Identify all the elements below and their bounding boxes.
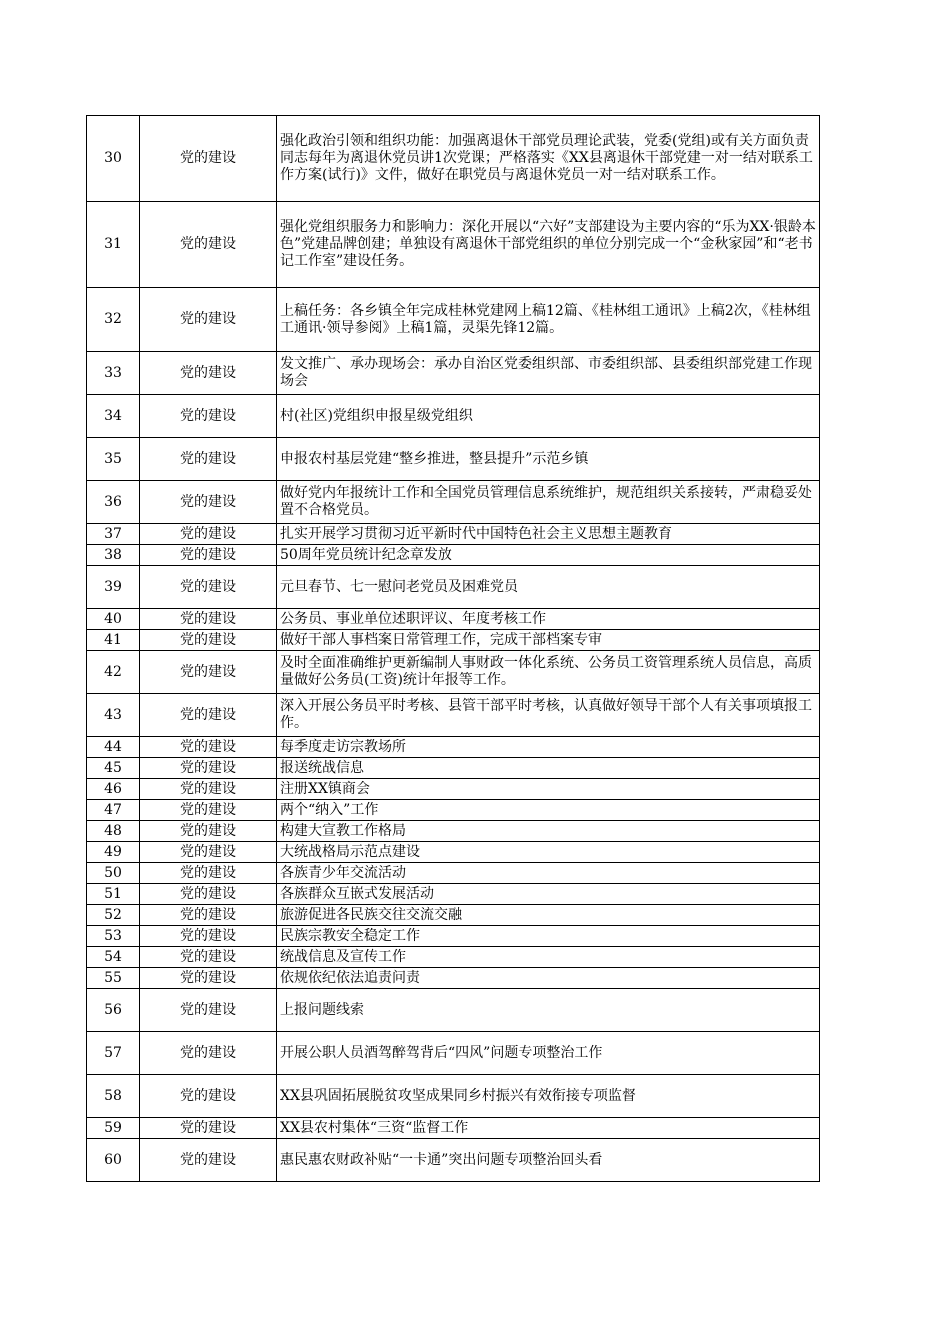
row-category-cell: 党的建设 xyxy=(140,758,277,779)
table-row xyxy=(87,438,820,481)
table-row xyxy=(87,1032,820,1075)
row-category-cell: 党的建设 xyxy=(140,609,277,630)
row-task-cell: 每季度走访宗教场所 xyxy=(277,737,820,758)
row-task-cell: 两个“纳入”工作 xyxy=(277,800,820,821)
row-number-cell: 41 xyxy=(87,630,140,651)
row-task-cell: 深入开展公务员平时考核、县管干部平时考核，认真做好领导干部个人有关事项填报工作。 xyxy=(277,694,820,737)
row-task-cell: 申报农村基层党建“整乡推进，整县提升”示范乡镇 xyxy=(277,438,820,481)
row-number-cell: 46 xyxy=(87,779,140,800)
row-number-cell: 57 xyxy=(87,1032,140,1075)
row-number-cell: 45 xyxy=(87,758,140,779)
row-task-cell: 大统战格局示范点建设 xyxy=(277,842,820,863)
table-row xyxy=(87,545,820,566)
row-number-cell: 36 xyxy=(87,481,140,524)
row-category-cell: 党的建设 xyxy=(140,737,277,758)
row-number-cell: 52 xyxy=(87,905,140,926)
row-task-cell: 旅游促进各民族交往交流交融 xyxy=(277,905,820,926)
row-task-cell: 50周年党员统计纪念章发放 xyxy=(277,545,820,566)
table-row xyxy=(87,395,820,438)
table-row xyxy=(87,1139,820,1182)
row-task-cell: 各族群众互嵌式发展活动 xyxy=(277,884,820,905)
row-task-cell: 强化党组织服务力和影响力：深化开展以“六好”支部建设为主要内容的“乐为XX·银龄本色”党建品牌创建；单独设有离退休干部党组织的单位分别完成一个“金秋家园”和“老书记工作室”建设任务。 xyxy=(277,202,820,288)
row-task-cell: 统战信息及宣传工作 xyxy=(277,947,820,968)
row-task-cell: 村(社区)党组织申报星级党组织 xyxy=(277,395,820,438)
table-row xyxy=(87,926,820,947)
row-number-cell: 43 xyxy=(87,694,140,737)
table-row xyxy=(87,630,820,651)
table-row xyxy=(87,609,820,630)
row-number-cell: 59 xyxy=(87,1118,140,1139)
row-category-cell: 党的建设 xyxy=(140,524,277,545)
row-number-cell: 38 xyxy=(87,545,140,566)
row-number-cell: 56 xyxy=(87,989,140,1032)
row-task-cell: 民族宗教安全稳定工作 xyxy=(277,926,820,947)
row-category-cell: 党的建设 xyxy=(140,989,277,1032)
row-task-cell: 元旦春节、七一慰问老党员及困难党员 xyxy=(277,566,820,609)
row-number-cell: 42 xyxy=(87,651,140,694)
task-table xyxy=(86,115,820,1182)
row-category-cell: 党的建设 xyxy=(140,1118,277,1139)
row-category-cell: 党的建设 xyxy=(140,968,277,989)
row-task-cell: 及时全面准确维护更新编制人事财政一体化系统、公务员工资管理系统人员信息，高质量做好公务员(工资)统计年报等工作。 xyxy=(277,651,820,694)
row-number-cell: 49 xyxy=(87,842,140,863)
table-row xyxy=(87,202,820,288)
row-number-cell: 47 xyxy=(87,800,140,821)
row-number-cell: 60 xyxy=(87,1139,140,1182)
table-row xyxy=(87,821,820,842)
table-row xyxy=(87,566,820,609)
row-category-cell: 党的建设 xyxy=(140,651,277,694)
row-task-cell: 报送统战信息 xyxy=(277,758,820,779)
row-task-cell: 注册XX镇商会 xyxy=(277,779,820,800)
row-number-cell: 32 xyxy=(87,288,140,352)
row-category-cell: 党的建设 xyxy=(140,630,277,651)
row-number-cell: 51 xyxy=(87,884,140,905)
row-number-cell: 31 xyxy=(87,202,140,288)
table-row xyxy=(87,1075,820,1118)
table-row xyxy=(87,989,820,1032)
row-category-cell: 党的建设 xyxy=(140,395,277,438)
row-category-cell: 党的建设 xyxy=(140,288,277,352)
row-number-cell: 48 xyxy=(87,821,140,842)
table-row xyxy=(87,737,820,758)
row-task-cell: 构建大宣教工作格局 xyxy=(277,821,820,842)
row-task-cell: 上报问题线索 xyxy=(277,989,820,1032)
row-task-cell: XX县巩固拓展脱贫攻坚成果同乡村振兴有效衔接专项监督 xyxy=(277,1075,820,1118)
row-number-cell: 34 xyxy=(87,395,140,438)
row-number-cell: 39 xyxy=(87,566,140,609)
row-number-cell: 40 xyxy=(87,609,140,630)
table-row xyxy=(87,651,820,694)
row-category-cell: 党的建设 xyxy=(140,202,277,288)
row-number-cell: 55 xyxy=(87,968,140,989)
row-category-cell: 党的建设 xyxy=(140,821,277,842)
row-number-cell: 35 xyxy=(87,438,140,481)
row-category-cell: 党的建设 xyxy=(140,947,277,968)
row-task-cell: 做好党内年报统计工作和全国党员管理信息系统维护，规范组织关系接转，严肃稳妥处置不合格党员。 xyxy=(277,481,820,524)
row-category-cell: 党的建设 xyxy=(140,1075,277,1118)
row-number-cell: 30 xyxy=(87,116,140,202)
table-row xyxy=(87,842,820,863)
row-category-cell: 党的建设 xyxy=(140,884,277,905)
table-row xyxy=(87,968,820,989)
row-category-cell: 党的建设 xyxy=(140,842,277,863)
table-row xyxy=(87,481,820,524)
table-row xyxy=(87,116,820,202)
row-category-cell: 党的建设 xyxy=(140,545,277,566)
table-row xyxy=(87,288,820,352)
row-number-cell: 33 xyxy=(87,352,140,395)
table-row xyxy=(87,800,820,821)
row-category-cell: 党的建设 xyxy=(140,863,277,884)
row-task-cell: 做好干部人事档案日常管理工作，完成干部档案专审 xyxy=(277,630,820,651)
row-task-cell: 发文推广、承办现场会：承办自治区党委组织部、市委组织部、县委组织部党建工作现场会 xyxy=(277,352,820,395)
table-row xyxy=(87,863,820,884)
task-table-body xyxy=(87,116,820,1182)
table-row xyxy=(87,1118,820,1139)
table-row xyxy=(87,694,820,737)
row-task-cell: 扎实开展学习贯彻习近平新时代中国特色社会主义思想主题教育 xyxy=(277,524,820,545)
table-row xyxy=(87,352,820,395)
row-task-cell: 依规依纪依法追责问责 xyxy=(277,968,820,989)
row-category-cell: 党的建设 xyxy=(140,1139,277,1182)
row-category-cell: 党的建设 xyxy=(140,779,277,800)
row-task-cell: XX县农村集体“三资“监督工作 xyxy=(277,1118,820,1139)
row-category-cell: 党的建设 xyxy=(140,1032,277,1075)
table-row xyxy=(87,758,820,779)
row-task-cell: 各族青少年交流活动 xyxy=(277,863,820,884)
row-category-cell: 党的建设 xyxy=(140,926,277,947)
row-task-cell: 开展公职人员酒驾醉驾背后“四风”问题专项整治工作 xyxy=(277,1032,820,1075)
row-task-cell: 公务员、事业单位述职评议、年度考核工作 xyxy=(277,609,820,630)
row-category-cell: 党的建设 xyxy=(140,694,277,737)
row-number-cell: 44 xyxy=(87,737,140,758)
row-number-cell: 50 xyxy=(87,863,140,884)
row-task-cell: 强化政治引领和组织功能：加强离退休干部党员理论武装，党委(党组)或有关方面负责同志每年为离退休党员讲1次党课；严格落实《XX县离退休干部党建一对一结对联系工作方案(试行)》文件，做好在职党员与离退休党员一对一结对联系工作。 xyxy=(277,116,820,202)
row-category-cell: 党的建设 xyxy=(140,800,277,821)
row-category-cell: 党的建设 xyxy=(140,116,277,202)
table-row xyxy=(87,884,820,905)
row-category-cell: 党的建设 xyxy=(140,438,277,481)
table-row xyxy=(87,524,820,545)
row-number-cell: 54 xyxy=(87,947,140,968)
row-number-cell: 37 xyxy=(87,524,140,545)
row-task-cell: 惠民惠农财政补贴“一卡通”突出问题专项整治回头看 xyxy=(277,1139,820,1182)
row-number-cell: 58 xyxy=(87,1075,140,1118)
row-task-cell: 上稿任务：各乡镇全年完成桂林党建网上稿12篇、《桂林组工通讯》上稿2次，《桂林组工通讯·领导参阅》上稿1篇，灵渠先锋12篇。 xyxy=(277,288,820,352)
row-category-cell: 党的建设 xyxy=(140,481,277,524)
row-category-cell: 党的建设 xyxy=(140,905,277,926)
table-row xyxy=(87,947,820,968)
table-row xyxy=(87,905,820,926)
row-number-cell: 53 xyxy=(87,926,140,947)
row-category-cell: 党的建设 xyxy=(140,566,277,609)
table-row xyxy=(87,779,820,800)
row-category-cell: 党的建设 xyxy=(140,352,277,395)
